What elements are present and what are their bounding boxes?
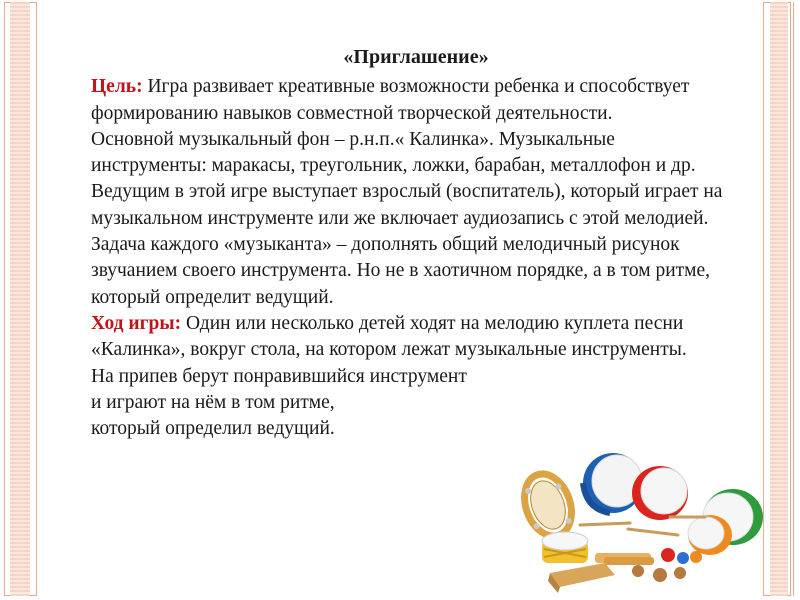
goal-label: Цель: <box>91 76 143 98</box>
chorus-line-2: и играют на нём в том ритме, <box>91 391 335 413</box>
goal-text: Игра развивает креативные возможности ребенка и способствует формированию навыков совместной творческой деятельности. <box>91 76 690 124</box>
frame-right-band <box>770 2 788 596</box>
instruments-svg <box>520 445 770 595</box>
drumsticks-icon <box>580 517 705 535</box>
course-text: Один или несколько детей ходят на мелодию куплета песни «Калинка», вокруг стола, на котором лежат музыкальные инструменты. <box>91 312 687 361</box>
frame-left-band <box>10 2 30 596</box>
wood-block-icon <box>548 563 615 593</box>
orange-drum-icon <box>688 515 732 555</box>
chorus-line-3: который определил ведущий. <box>91 418 335 440</box>
course-label: Ход игры: <box>91 312 182 334</box>
slide-title: «Приглашение» <box>343 46 489 68</box>
course-paragraph <box>91 311 731 364</box>
chorus-line-1: На припев берут понравившийся инструмент <box>91 365 467 387</box>
leader-paragraph: Ведущим в этой игре выступает взрослый (воспитатель), который играет на музыкальном инструменте или же включает аудиозапись с этой мелодией. <box>91 181 723 229</box>
music-paragraph: Основной музыкальный фон – р.н.п.« Калинка». Музыкальные инструменты: маракасы, треугольник, ложки, барабан, металлофон и др. <box>91 128 696 177</box>
goal-paragraph <box>91 74 731 127</box>
slide-text <box>91 44 731 442</box>
tambourine-icon <box>520 467 580 542</box>
frame-right-line <box>793 2 794 596</box>
red-drum-icon <box>632 466 688 520</box>
claves-icon <box>595 553 654 565</box>
task-paragraph: Задача каждого «музыканта» – дополнять общий мелодичный рисунок звучанием своего инструмента. Но не в хаотичном порядке, а в том ритме, который определит ведущий. <box>91 234 711 308</box>
musical-instruments-picture <box>520 445 770 595</box>
small-drum-icon <box>542 532 588 563</box>
